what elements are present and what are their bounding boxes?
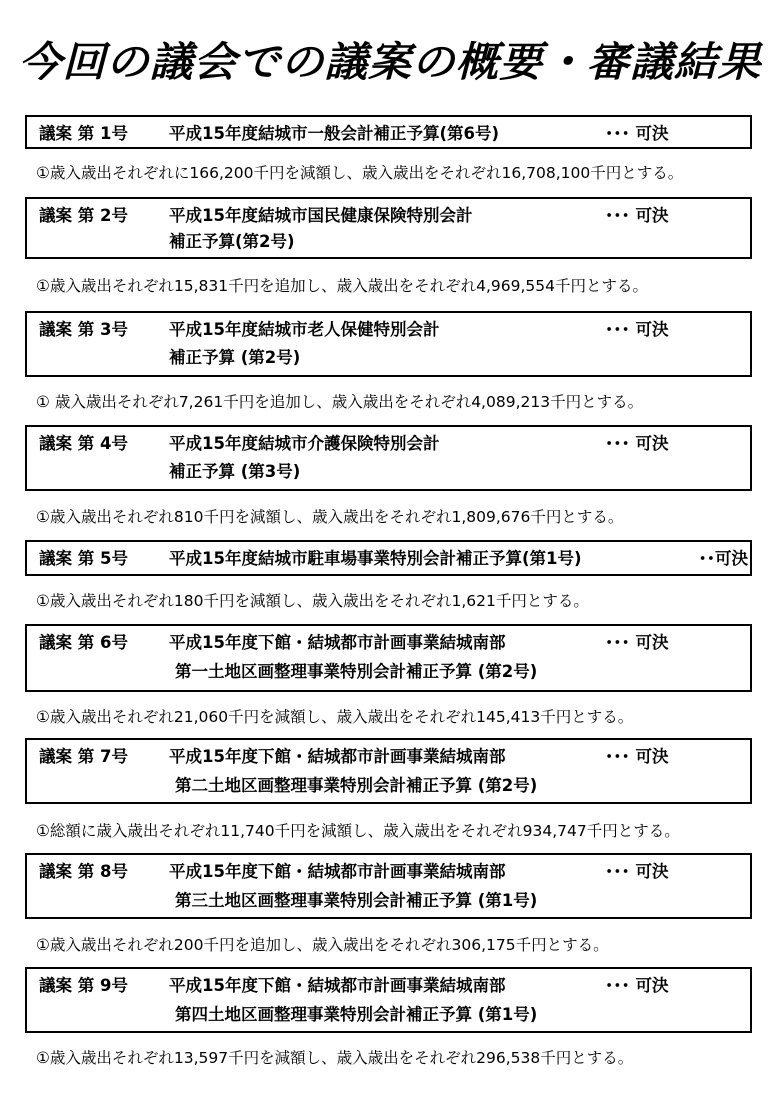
bill-name: 平成15年度結城市一般会計補正予算(第6号) — [169, 124, 500, 143]
bill-name-line2: 第四土地区画整理事業特別会計補正予算 (第1号) — [175, 1005, 538, 1024]
bill-name-line2: 第二土地区画整理事業特別会計補正予算 (第2号) — [175, 776, 538, 795]
bill-result: ･･･ 可決 — [605, 862, 669, 881]
bill-name: 平成15年度下館・結城都市計画事業結城南部 — [169, 633, 506, 652]
bill-name-line2: 補正予算(第2号) — [169, 232, 295, 251]
bill-result: ･･可決 — [698, 549, 748, 568]
bill-number: 議案 第 7号 — [39, 747, 128, 766]
bill-number: 議案 第 2号 — [39, 206, 128, 225]
bill-result: ･･･ 可決 — [605, 124, 669, 143]
bill-box-9 — [25, 967, 752, 1033]
bill-note-2: ①歳入歳出それぞれ15,831千円を追加し、歳入歳出をそれぞれ4,969,554千円とする。 — [36, 277, 649, 295]
bill-note-9: ①歳入歳出それぞれ13,597千円を減額し、歳入歳出をそれぞれ296,538千円とする。 — [36, 1049, 634, 1067]
bill-note-7: ①総額に歳入歳出それぞれ11,740千円を減額し、歳入歳出をそれぞれ934,747千円とする。 — [36, 822, 680, 840]
bill-number: 議案 第 3号 — [39, 320, 128, 339]
bill-result: ･･･ 可決 — [605, 320, 669, 339]
bill-box-3 — [25, 311, 752, 377]
bill-note-1: ①歳入歳出それぞれに166,200千円を減額し、歳入歳出をそれぞれ16,708,100千円とする。 — [36, 164, 684, 182]
bill-name: 平成15年度結城市老人保健特別会計 — [169, 320, 440, 339]
bill-box-6 — [25, 624, 752, 692]
bill-box-7 — [25, 738, 752, 804]
bill-name-line2: 補正予算 (第3号) — [169, 462, 301, 481]
bill-number: 議案 第 6号 — [39, 633, 128, 652]
bill-result: ･･･ 可決 — [605, 976, 669, 995]
bill-name: 平成15年度下館・結城都市計画事業結城南部 — [169, 747, 506, 766]
bill-result: ･･･ 可決 — [605, 747, 669, 766]
page-title: 今回の議会での議案の概要・審議結果 — [18, 38, 762, 86]
bill-box-5 — [25, 540, 752, 576]
bill-name: 平成15年度結城市駐車場事業特別会計補正予算(第1号) — [169, 549, 582, 568]
bill-result: ･･･ 可決 — [605, 633, 669, 652]
bill-result: ･･･ 可決 — [605, 434, 669, 453]
bill-note-6: ①歳入歳出それぞれ21,060千円を減額し、歳入歳出をそれぞれ145,413千円とする。 — [36, 708, 634, 726]
bill-box-8 — [25, 853, 752, 919]
bill-number: 議案 第 8号 — [39, 862, 128, 881]
bill-name: 平成15年度下館・結城都市計画事業結城南部 — [169, 862, 506, 881]
bill-number: 議案 第 1号 — [39, 124, 128, 143]
bill-name: 平成15年度結城市介護保険特別会計 — [169, 434, 440, 453]
bill-number: 議案 第 9号 — [39, 976, 128, 995]
bill-result: ･･･ 可決 — [605, 206, 669, 225]
bill-box-2 — [25, 197, 752, 259]
bill-note-8: ①歳入歳出それぞれ200千円を追加し、歳入歳出をそれぞれ306,175千円とする。 — [36, 936, 609, 954]
bill-number: 議案 第 5号 — [39, 549, 128, 568]
bill-note-5: ①歳入歳出それぞれ180千円を減額し、歳入歳出をそれぞれ1,621千円とする。 — [36, 592, 589, 610]
bill-name-line2: 第三土地区画整理事業特別会計補正予算 (第1号) — [175, 891, 538, 910]
bill-number: 議案 第 4号 — [39, 434, 128, 453]
bill-name: 平成15年度結城市国民健康保険特別会計 — [169, 206, 473, 225]
bill-box-4 — [25, 425, 752, 491]
bill-name: 平成15年度下館・結城都市計画事業結城南部 — [169, 976, 506, 995]
bill-note-4: ①歳入歳出それぞれ810千円を減額し、歳入歳出をそれぞれ1,809,676千円とする。 — [36, 508, 624, 526]
bill-name-line2: 第一土地区画整理事業特別会計補正予算 (第2号) — [175, 662, 538, 681]
bill-note-3: ① 歳入歳出それぞれ7,261千円を追加し、歳入歳出をそれぞれ4,089,213千円とする。 — [36, 393, 644, 411]
bill-name-line2: 補正予算 (第2号) — [169, 348, 301, 367]
bill-box-1 — [25, 115, 752, 149]
